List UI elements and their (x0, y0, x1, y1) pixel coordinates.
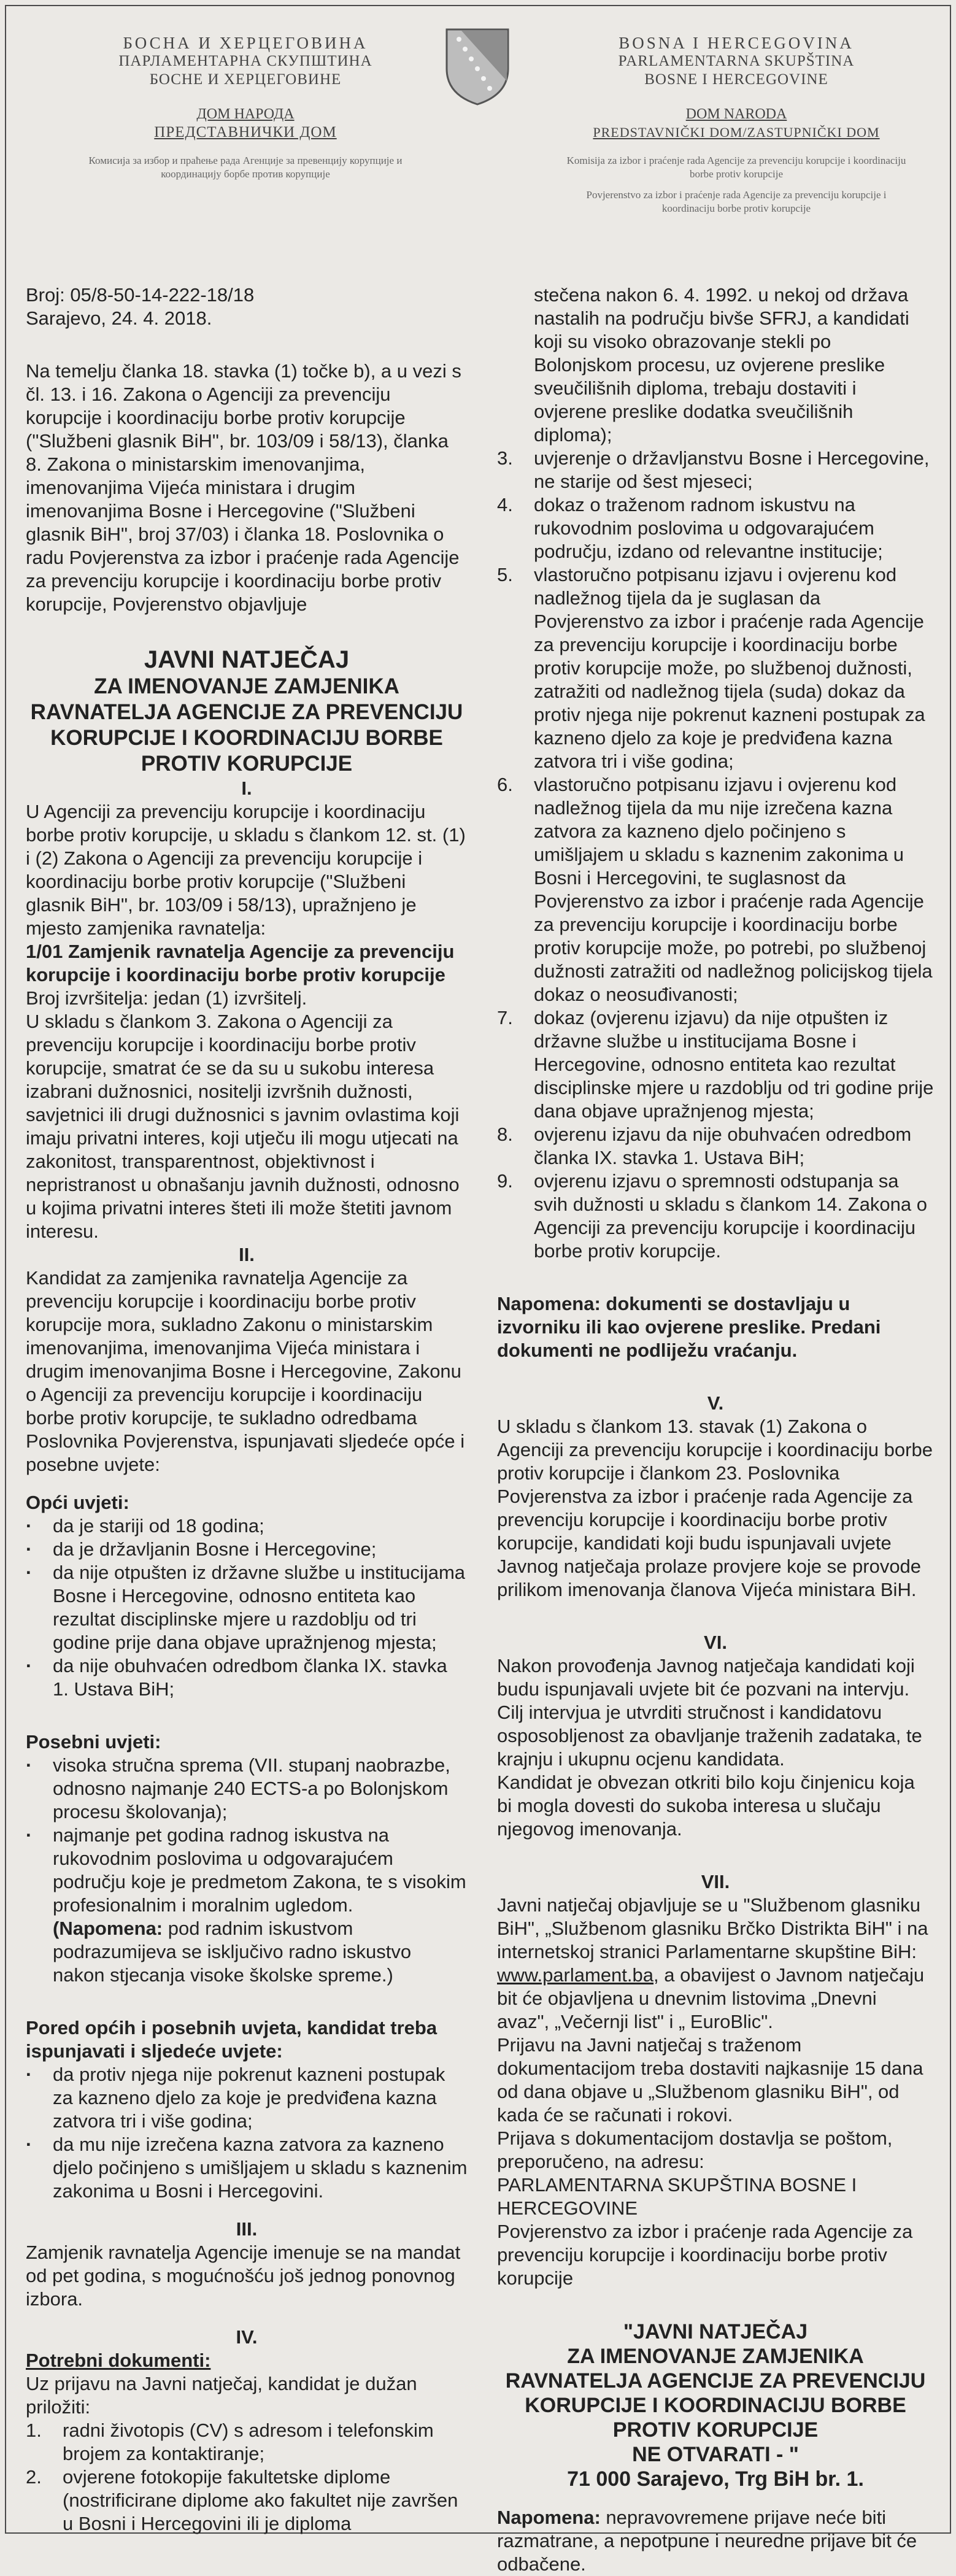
list-item: 4. dokaz o traženom radnom iskustvu na rukovodnim poslovima u odgovarajućem području, izdano od relevantne institucije; (497, 494, 883, 562)
section-6-paragraph-2: Cilj intervjua je utvrditi stručnost i kandidatovu osposobljenost za obavljanje traženih zadataka, te krajnju i ukupnu ocjenu kandidata. (497, 1702, 922, 1770)
letterhead-right-commission-2: Povjerenstvo za izbor i praćenje rada Agencije za prevenciju korupcije i koordinaciju borbe protiv korupcije (586, 189, 887, 214)
letterhead-left-title: БОСНА И ХЕРЦЕГОВИНА (123, 34, 368, 52)
section-7-paragraph-3: Prijava s dokumentacijom dostavlja se poštom, preporučeno, na adresu: (497, 2127, 893, 2172)
letterhead-right-house2: PREDSTAVNIČKI DOM/ZASTUPNIČKI DOM (593, 125, 880, 140)
section-1-text: U Agenciji za prevenciju korupcije i koordinaciju borbe protiv korupcije, u skladu s člankom 12. st. (1) i (2) Zakona o Agenciji za prevenciju korupcije i koordinaciju borbe protiv korupcije ("Službeni glasnik BiH", br. 103/09 i 58/13), upražnjeno je mjesto zamjenika ravnatelja: (26, 801, 466, 939)
letterhead-left-house1: ДОМ НАРОДА (196, 106, 295, 122)
position-count: Broj izvršitelja: jedan (1) izvršitelj. (26, 987, 307, 1009)
letterhead-right (565, 34, 908, 215)
reference-number: Broj: 05/8-50-14-222-18/18 (26, 284, 255, 306)
section-7-number: VII. (701, 1871, 730, 1892)
list-item: · najmanje pet godina radnog iskustva na rukovodnim poslovima u odgovarajućem području koje je predmetom Zakona, te s visokim profesionalnim i moralnim ugledom. (26, 1824, 466, 1916)
section-2-text: Kandidat za zamjenika ravnatelja Agencije za prevenciju korupcije i koordinaciju borbe protiv korupcije mora, sukladno Zakonu o ministarskim imenovanjima, imenovanjima Vijeća ministara i drugim imenovanjima Bosne i Hercegovine, Zakonu o Agenciji za prevenciju korupcije i koordinaciju borbe protiv korupcije, te sukladno odredbama Poslovnika Povjerenstva, ispunjavati sljedeće opće i posebne uvjete: (26, 1267, 465, 1475)
envelope-label-3: NE OTVARATI - " (632, 2443, 799, 2466)
notice-title: JAVNI NATJEČAJ (144, 646, 350, 673)
section-6-number: VI. (704, 1632, 727, 1653)
list-item: stečena nakon 6. 4. 1992. u nekoj od država nastalih na području bivše SFRJ, a kandidati koji su visoko obrazovanje stekli po Bolonjskom procesu, uz ovjerene preslike sveučilišnih diploma, trebaju dostaviti i ovjerene preslike dodatka sveučilišnih diploma); (534, 284, 909, 445)
special-conditions-title: Posebni uvjeti: (26, 1731, 161, 1753)
envelope-label-4: 71 000 Sarajevo, Trg BiH br. 1. (567, 2467, 864, 2491)
parliament-website-link[interactable]: www.parlament.ba (497, 1964, 654, 1986)
section-4-number: IV. (236, 2326, 258, 2348)
list-item: 8. ovjerenu izjavu da nije obuhvaćen odredbom članka IX. stavka 1. Ustava BiH; (497, 1124, 912, 1168)
section-1-number: I. (241, 777, 252, 799)
letterhead-right-commission: Komisija za izbor i praćenje rada Agencije za prevenciju korupcije i koordinaciju borbe protiv korupcije (566, 155, 906, 180)
documents-title: Potrebni dokumenti: (26, 2350, 211, 2371)
list-item: · da nije obuhvaćen odredbom članka IX. stavka 1. Ustava BiH; (26, 1655, 447, 1700)
list-item: · visoka stručna sprema (VII. stupanj naobrazbe, odnosno najmanje 240 ECTS-a po Bolonjskom procesu školovanja); (26, 1754, 450, 1822)
left-column (26, 283, 468, 2536)
mailing-address-2: Povjerenstvo za izbor i praćenje rada Agencije za prevenciju korupcije i koordinaciju borbe protiv korupcije (497, 2221, 913, 2289)
mailing-address-1: PARLAMENTARNA SKUPŠTINA BOSNE I HERCEGOVINE (497, 2174, 857, 2219)
list-item: · da je stariji od 18 godina; (26, 1515, 264, 1537)
section-6-paragraph-1: Nakon provođenja Javnog natječaja kandidati koji budu ispunjavali uvjete bit će pozvani na intervju. (497, 1655, 915, 1700)
letterhead-right-line3: BOSNE I HERCEGOVINE (644, 71, 828, 88)
notice-subtitle: ZA IMENOVANJE ZAMJENIKA RAVNATELJA AGENCIJE ZA PREVENCIJU KORUPCIJE I KOORDINACIJU BORBE PROTIV KORUPCIJE (30, 674, 463, 776)
section-5-number: V. (707, 1392, 724, 1414)
special-note: (Napomena: pod radnim iskustvom podrazumijeva se isključivo radno iskustvo nakon stjecanja visoke školske spreme.) (53, 1918, 412, 1986)
list-item: 1. radni životopis (CV) s adresom i telefonskim brojem za kontaktiranje; (26, 2420, 434, 2464)
section-2-number: II. (239, 1244, 255, 1265)
letterhead-left (74, 34, 417, 181)
letterhead-left-house2: ПРЕДСТАВНИЧКИ ДОМ (154, 124, 337, 141)
list-item: 3. uvjerenje o državljanstvu Bosne i Hercegovine, ne starije od šest mjeseci; (497, 447, 930, 492)
additional-conditions-title: Pored općih i posebnih uvjeta, kandidat treba ispunjavati i sljedeće uvjete: (26, 2017, 438, 2062)
letterhead-left-line2: ПАРЛАМЕНТАРНА СКУПШТИНА (118, 53, 372, 69)
letterhead-left-commission: Комисија за избор и праћење рада Агенције за превенцију корупције и координацију борбе против корупције (88, 155, 403, 180)
position-title: 1/01 Zamjenik ravnatelja Agencije za prevenciju korupcije i koordinaciju borbe protiv korupcije (26, 941, 455, 985)
envelope-label-2: ZA IMENOVANJE ZAMJENIKA RAVNATELJA AGENCIJE ZA PREVENCIJU KORUPCIJE I KOORDINACIJU BORBE PROTIV KORUPCIJE (505, 2345, 926, 2442)
letterhead-left-line3: БОСНЕ И ХЕРЦЕГОВИНЕ (149, 71, 342, 88)
final-note: Napomena: nepravovremene prijave neće biti razmatrane, a nepotpune i neuredne prijave bit će odbačene. (497, 2507, 917, 2575)
list-item: 6. vlastoručno potpisanu izjavu i ovjerenu kod nadležnog tijela da mu nije izrečena kazna zatvora za kazneno djelo počinjeno s umišljajem u skladu s kaznenim zakonima u Bosni i Hercegovini, te suglasnost da Povjerenstvo za izbor i praćenje rada Agencije za prevenciju korupcije i koordinaciju borbe protiv korupcije može, po potrebi, po službenoj dužnosti zatražiti od nadležnog policijskog tijela dokaz o neosuđivanosti; (497, 774, 933, 1005)
letterhead-right-house1: DOM NARODA (685, 106, 787, 122)
list-item: 9. ovjerenu izjavu o spremnosti odstupanja sa svih dužnosti u skladu s člankom 14. Zakona o Agenciji za prevenciju korupcije i koordinaciju borbe protiv korupcije. (497, 1170, 928, 1262)
list-item: · da mu nije izrečena kazna zatvora za kazneno djelo počinjeno s umišljajem u skladu s kaznenim zakonima u Bosni i Hercegovini. (26, 2134, 468, 2202)
preamble: Na temelju članka 18. stavka (1) točke b), a u vezi s čl. 13. i 16. Zakona o Agenciji za prevenciju korupcije i koordinaciju borbe protiv korupcije ("Službeni glasnik BiH", br. 103/09 i 58/13), članka 8. Zakona o ministarskim imenovanjima, imenovanjima Vijeća ministara i drugim imenovanjima Bosne i Hercegovine ("Službeni glasnik BiH", broj 37/03) i članka 18. Poslovnika o radu Povjerenstva za izbor i praćenje rada Agencije za prevenciju korupcije i koordinaciju borbe protiv korupcije, Povjerenstvo objavljuje (26, 360, 461, 615)
documents-intro: Uz prijavu na Javni natječaj, kandidat je dužan priložiti: (26, 2373, 417, 2418)
right-column (497, 283, 934, 2576)
issue-date: Sarajevo, 24. 4. 2018. (26, 307, 212, 329)
section-6-paragraph-3: Kandidat je obvezan otkriti bilo koju činjenicu koja bi mogla dovesti do sukoba interesa u slučaju njegovog imenovanja. (497, 1772, 915, 1840)
list-item: 7. dokaz (ovjerenu izjavu) da nije otpušten iz državne službe u institucijama Bosne i Hercegovine, odnosno entiteta kao rezultat disciplinske mjere u razdoblju od tri godine prije dana objave upražnjenog mjesta; (497, 1007, 934, 1122)
section-3-number: III. (236, 2218, 258, 2240)
section-7-paragraph-2: Prijavu na Javni natječaj s traženom dokumentacijom treba dostaviti najkasnije 15 dana od dana objave u „Službenom glasniku BiH", od kada će se računati i rokovi. (497, 2034, 923, 2126)
letterhead-right-title: BOSNA I HERCEGOVINA (619, 34, 854, 52)
general-conditions-title: Opći uvjeti: (26, 1492, 129, 1513)
list-item: 2. ovjerene fotokopije fakultetske diplome (nostrificirane diplome ako fakultet nije završen u Bosni i Hercegovini ili je diploma (26, 2466, 458, 2534)
conflict-of-interest-text: U skladu s člankom 3. Zakona o Agenciji za prevenciju korupcije i koordinaciju borbe protiv korupcije, smatrat će se da su u sukobu interesa izabrani dužnosnici, nositelji izvršnih dužnosti, savjetnici ili drugi dužnosnici s javnim ovlastima koji imaju privatni interes, koji utječu ili mogu utjecati na zakonitost, transparentnost, objektivnost i nepristranost u obnašanju javnih dužnosti, odnosno u kojima privatni interes šteti ili može štetiti javnom interesu. (26, 1011, 460, 1242)
list-item: 5. vlastoručno potpisanu izjavu i ovjerenu kod nadležnog tijela da je suglasan da Povjerenstvo za izbor i praćenje rada Agencije za prevenciju korupcije i koordinaciju borbe protiv korupcije može, po službenoj dužnosti, zatražiti od nadležnog tijela (suda) dokaz da protiv njega nije pokrenut kazneni postupak za kazneno djelo za koje je predviđena kazna zatvora tri i više godina; (497, 564, 925, 772)
section-5-text: U skladu s člankom 13. stavak (1) Zakona o Agenciji za prevenciju korupcije i koordinaciju borbe protiv korupcije i člankom 23. Poslovnika Povjerenstva za izbor i praćenje rada Agencije za prevenciju korupcije i koordinaciju borbe protiv korupcije, kandidati koji budu ispunjavali uvjete Javnog natječaja prolaze provjere koje se provode prilikom imenovanja članova Vijeća ministara BiH. (497, 1416, 933, 1600)
coat-of-arms-icon (443, 26, 512, 107)
list-item: · da protiv njega nije pokrenut kazneni postupak za kazneno djelo za koje je predviđena kazna zatvora tri i više godina; (26, 2064, 445, 2132)
envelope-label-1: "JAVNI NATJEČAJ (623, 2320, 808, 2343)
list-item: · da je državljanin Bosne i Hercegovine; (26, 1538, 377, 1560)
letterhead-right-line2: PARLAMENTARNA SKUPŠTINA (618, 53, 855, 69)
section-3-text: Zamjenik ravnatelja Agencije imenuje se na mandat od pet godina, s mogućnošću još jednog ponovnog izbora. (26, 2242, 461, 2310)
documents-note: Napomena: dokumenti se dostavljaju u izvorniku ili kao ovjerene preslike. Predani dokumenti ne podliježu vraćanju. (497, 1293, 881, 1361)
list-item: · da nije otpušten iz državne službe u institucijama Bosne i Hercegovine, odnosno entiteta kao rezultat disciplinske mjere u razdoblju od tri godine prije dana objave upražnjenog mjesta; (26, 1562, 466, 1653)
section-7-paragraph-1: Javni natječaj objavljuje se u "Službenom glasniku BiH", „Službenom glasniku Brčko Distrikta BiH" i na internetskoj stranici Parlamentarne skupštine BiH: www.parlament.ba, a obavijest o Javnom natječaju bit će objavljena u dnevnim listovima „Dnevni avaz", „Večernji list" i „ EuroBlic". (497, 1894, 928, 2032)
